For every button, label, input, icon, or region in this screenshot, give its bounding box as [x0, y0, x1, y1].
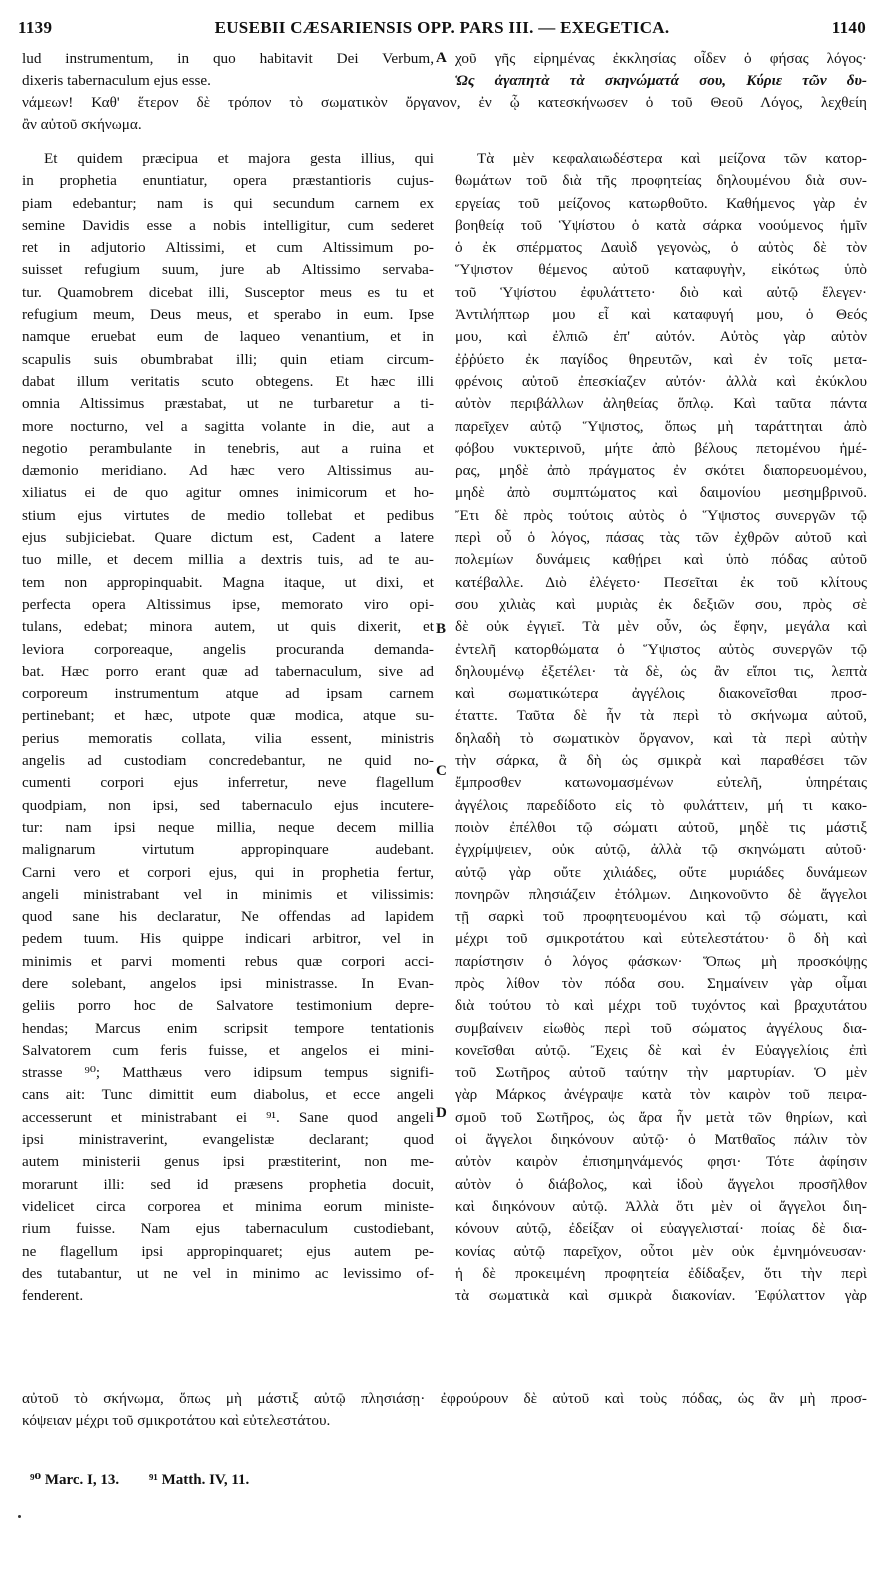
- text-line: hendas; Marcus enim scripsit tempore tentationis: [22, 1019, 434, 1037]
- text-line: stium ejus virtutes de medio tollebat et pedibus: [22, 506, 434, 524]
- text-line: θωμάτων τοῦ διὰ τῆς προφητείας δηλουμένου διὰ συν-: [455, 172, 867, 190]
- text-line: ὁ ἐκ σπέρματος Δαυὶδ γεγονὼς, ὁ αὐτὸς δὲ τὸν: [455, 239, 867, 257]
- text-line: αὐτὸν περιβάλλων ἀληθείας ὅπλῳ. Καὶ ταῦτα πάντα: [455, 395, 867, 413]
- text-line: αὐτοῦ τὸ σκήνωμα, ὅπως μὴ μάστιξ αὐτῷ πλησιάσῃ· ἐφρούρουν δὲ αὐτοῦ καὶ τοὺς πόδας, ὡς ἂν μὴ προσ-: [22, 1390, 867, 1407]
- latin-column: [22, 148, 434, 1307]
- text-line: πρὸς λίθον τὸν πόδα σου. Σημαίνειν γὰρ οἶμαι: [455, 974, 867, 992]
- text-line: τὰ σωματικὰ καὶ σμικρὰ διακονίαν. Ἐφύλαττον γὰρ: [455, 1287, 867, 1305]
- full-width-bottom: [22, 1388, 867, 1433]
- text-line: perius memoratis collata, vilia essent, ministris: [22, 729, 434, 747]
- text-line: angelis ad custodiam concredebantur, ne quid no-: [22, 752, 434, 770]
- text-line: τοῦ Σωτῆρος αὐτοῦ ταύτην τὴν μαρτυρίαν. Ὁ μὲν: [455, 1064, 867, 1082]
- text-line: cumenti corpori ejus inferretur, neve flagellum: [22, 774, 434, 792]
- text-line: αὐτῷ γὰρ οὔτε χιλιάδες, οὔτε μυριάδες δυνάμεων: [455, 863, 867, 881]
- text-line: φρένοις αὐτοῦ ἐπεσκίαζεν αὐτόν· ἀλλὰ καὶ ἐκύκλου: [455, 372, 867, 390]
- text-line: Ὕψιστον θέμενος αὐτοῦ καταφυγὴν, εἰκότως ὑπὸ: [455, 261, 867, 279]
- text-line: xiliatus ei de quo agitur omnes inimicorum et ho-: [22, 484, 434, 502]
- text-line: quod sane his declaratur, Ne offendas ad lapidem: [22, 908, 434, 926]
- text-line: corporeum instrumentum atque ad ipsam carnem: [22, 685, 434, 703]
- text-line: ἂν αὐτοῦ σκήνωμα.: [22, 116, 142, 134]
- text-line: pertinebant; et hæc, utpote quæ modica, atque su-: [22, 707, 434, 725]
- speck: [18, 1515, 21, 1518]
- text-line: πονηρῶν πλησιάζειν ἐτόλμων. Διηκονοῦντο δὲ ἄγγελοι: [455, 885, 867, 903]
- text-line: ρας, μηδὲ ἀπὸ πράγματος ἐν σκότει διαπορευομένου,: [455, 462, 867, 480]
- text-line: χοῦ γῆς εἰρημένας ἐκκλησίας οἶδεν ὁ φήσας λόγος·: [455, 50, 867, 67]
- text-line: fenderent.: [22, 1287, 84, 1305]
- text-line: autem ministerii genus ipsi præstiterint, non me-: [22, 1153, 434, 1171]
- text-line: μηδὲ ἀπὸ συμπτώματος καὶ δαιμονίου μεσημβρινοῦ.: [455, 484, 867, 502]
- text-line: refugium meum, Deus meus, et sperabo in eum. Ipse: [22, 306, 434, 324]
- latin-top: [22, 48, 434, 93]
- text-line: αὐτὸν καιρὸν ἐπισημηνάμενός φησι· Τότε ἀφίησιν: [455, 1153, 867, 1171]
- text-line: βοηθείᾳ τοῦ Ὑψίστου ὁ κατὰ σάρκα νοούμενος ἡμῖν: [455, 216, 867, 234]
- text-line: σου χιλιὰς καὶ μυριὰς ἐκ δεξιῶν σου, πρὸς σὲ: [455, 595, 867, 613]
- text-line: quodpiam, non ipsi, sed tabernaculo ejus incutere-: [22, 796, 434, 814]
- text-line: φόβου νυκτερινοῦ, μήτε ἀπὸ βέλους πετομένου ἡμέ-: [455, 439, 867, 457]
- text-line: minimis et parvi momenti rebus quæ corpori acci-: [22, 952, 434, 970]
- text-line: tem non appropinquabit. Magna itaque, ut dixi, et: [22, 573, 434, 591]
- text-line: tur. Quamobrem dicebat illi, Susceptor meus es tu et: [22, 283, 434, 301]
- text-line: accesserunt et ministrabant ei ⁹¹. Sane quod angeli: [22, 1108, 434, 1126]
- text-line: pedem tuum. His quippe indicari arbitror, vel in: [22, 930, 434, 948]
- greek-column: [455, 148, 867, 1307]
- text-line: ret in adjutorio Altissimi, et cum Altissimum po-: [22, 239, 434, 257]
- text-line: Carni vero et corpori ejus, qui in prophetia fertur,: [22, 863, 434, 881]
- text-line: νάμεων! Καθ' ἕτερον δὲ τρόπον τὸ σωματικὸν ὄργανον, ἐν ᾧ κατεσκήνωσεν ὁ τοῦ Θεοῦ Λόγος, λεχθείη: [22, 94, 867, 111]
- footnotes: [30, 1470, 249, 1489]
- text-line: ἐῤῥύετο ἐκ παγίδος θηρευτῶν, καὶ ἐν τοῖς μετα-: [455, 350, 867, 368]
- text-line: dixeris tabernaculum ejus esse.: [22, 72, 211, 90]
- text-line: dæmonio meridiano. Ad hæc vero Altissimus au-: [22, 462, 434, 480]
- text-line: in prophetia enuntiatur, opera præstantioris cujus-: [22, 172, 434, 190]
- page-number-left: 1139: [18, 18, 53, 37]
- text-line: ἐντελῆ κατορθώματα ὁ Ὕψιστος αὐτὸς συνεργῶν τῷ: [455, 640, 867, 658]
- text-line: οἱ ἄγγελοι διηκόνουν αὐτῷ· ὁ Ματθαῖος πάλιν τὸν: [455, 1131, 867, 1149]
- text-line: strasse ⁹⁰; Matthæus vero idipsum tempus signifi-: [22, 1064, 434, 1082]
- text-line: ipsi ministraverint, evangelistæ declarant; quod: [22, 1131, 434, 1149]
- text-line: δὲ οὐκ ἐγγιεῖ. Τὰ μὲν οὖν, ὡς ἔφην, μεγάλα καὶ: [455, 618, 867, 636]
- text-line: κόψειαν μέχρι τοῦ σμικροτάτου καὶ εὐτελεστάτου.: [22, 1412, 331, 1430]
- text-line: rium fuisse. Nam ejus tabernaculum custodiebant,: [22, 1220, 434, 1238]
- text-line: τῇ σαρκὶ τοῦ προφητευομένου καὶ τῷ σώματι, καὶ: [455, 908, 867, 926]
- text-line: μου, καὶ ἐλπιῶ ἐπ' αὐτόν. Αὐτὸς γὰρ αὐτὸν: [455, 328, 867, 346]
- full-width-top: [22, 92, 867, 137]
- text-line: videlicet circa corporea et minima eorum ministe-: [22, 1197, 434, 1215]
- text-line: δηλαδὴ τὸ σωματικὸν ὄργανον, καὶ τὰ περὶ αὐτὴν: [455, 729, 867, 747]
- text-line: tuo mille, et decem millia a dextris tuis, ad te au-: [22, 551, 434, 569]
- text-line: καὶ διηκόνουν αὐτῷ. Ἀλλὰ ὅτι μὲν οἱ ἄγγελοι διη-: [455, 1197, 867, 1215]
- text-line: ne flagellum ipsi appropinquaret; ejus autem pe-: [22, 1242, 434, 1260]
- text-line: tulans, edebat; minora autem, ut quis dixerit, et: [22, 618, 434, 636]
- text-line: κονίας αὐτῷ παρεῖχον, οὗτοι μὲν οὐκ ἐμνημόνευσαν·: [455, 1242, 867, 1260]
- text-line: perfecta opera Altissimus ipse, memorato viro opi-: [22, 595, 434, 613]
- text-line: γὰρ Μάρκος ἀνέγραψε κατὰ τὸν καιρὸν τοῦ πειρα-: [455, 1086, 867, 1104]
- text-line: leviora corporeaque, angelis procuranda demanda-: [22, 640, 434, 658]
- margin-letter-b: B: [436, 621, 447, 637]
- margin-letter-d: D: [436, 1105, 447, 1121]
- text-line: εργείας τοῦ μείζονος κατωρθοῦτο. Καθήμενος γὰρ ἐν: [455, 194, 867, 212]
- text-line: κόνουν αὐτῷ, ἐδείξαν οἱ εὐαγγελισταί· ποίας δὲ δια-: [455, 1220, 867, 1238]
- text-line: Ἀντιλήπτωρ μου εἶ καὶ καταφυγή μου, ὁ Θεός: [455, 306, 867, 324]
- text-line: malignarum virtutum appropinquare audebant.: [22, 841, 434, 859]
- margin-letter-a: A: [436, 50, 447, 66]
- text-line: τοῦ Ὑψίστου ἐφυλάττετο· διὸ καὶ αὐτῷ ἔλεγεν·: [455, 283, 867, 301]
- text-line: dabat illum veritatis scuto obtegens. Et hæc illi: [22, 372, 434, 390]
- text-line: cans ait: Tunc dimittit eum diabolus, et ecce angeli: [22, 1086, 434, 1104]
- text-line: more nocturno, vel a sagitta volante in die, aut a: [22, 417, 434, 435]
- text-line: ἐγχρίμψειεν, οὐκ αὐτῷ, ἀλλὰ τῷ σκηνώματι αὐτοῦ·: [455, 841, 867, 859]
- text-line: αὐτὸν ὁ διάβολος, καὶ ἰδοὺ ἄγγελοι προσῆλθον: [455, 1175, 867, 1193]
- text-line: ποιὸν ἐπέλθοι τῷ σώματι αὐτοῦ, μηδὲ τις μάστιξ: [455, 818, 867, 836]
- text-line: σμοῦ τοῦ Σωτῆρος, ὡς ἄρα ἦν μετὰ τῶν θηρίων, καὶ: [455, 1108, 867, 1126]
- text-line: διὰ τούτου τὸ καὶ μέχρι τοῦ τυχόντος καὶ βραχυτάτου: [455, 997, 867, 1015]
- text-line: καὶ σωματικώτερα ἀγγέλοις διακονεῖσθαι προσ-: [455, 685, 867, 703]
- page-number-right: 1140: [831, 18, 866, 37]
- footnote-90: ⁹⁰ Marc. I, 13.: [30, 1472, 120, 1488]
- text-line: ἀγγέλοις παρεδίδοτο εἰς τὸ φυλάττειν, μή τι κακο-: [455, 796, 867, 814]
- text-line: συμβαίνειν εἰωθὸς περὶ τοῦ σώματος ἀγγέλους δια-: [455, 1019, 867, 1037]
- text-line: ejus subjiciebat. Quare dictum est, Cadent a latere: [22, 529, 434, 547]
- greek-top: [455, 48, 867, 93]
- text-line: Ὡς ἀγαπητὰ τὰ σκηνώματά σου, Κύριε τῶν δυ-: [455, 72, 867, 90]
- text-line: ἔμπροσθεν κατωνομασμένων εὐτελῆ, ὑπηρέταις: [455, 774, 867, 792]
- text-line: geliis porro hoc de Salvatore testimonium depre-: [22, 997, 434, 1015]
- text-line: angeli ministrabant vel in minimis et vilissimis:: [22, 885, 434, 903]
- text-line: namque eruebat eum de laqueo venantium, et in: [22, 328, 434, 346]
- text-line: semine Davidis esse a nobis intelligitur, cum sederet: [22, 216, 434, 234]
- text-line: piam edebantur; nam is qui secundum carnem ex: [22, 194, 434, 212]
- text-line: negotio perambulante in tenebris, aut a ruina et: [22, 439, 434, 457]
- running-header: [18, 18, 866, 40]
- text-line: πολεμίων δυνάμεις καθῄρει καὶ ὑπὸ πόδας αὐτοῦ: [455, 551, 867, 569]
- text-line: morarunt illi: sed id præsens prophetia docuit,: [22, 1175, 434, 1193]
- text-line: Salvatorem cum feris fuisse, et angelos ei mini-: [22, 1041, 434, 1059]
- text-line: ἡ δὲ προκειμένη προφητεία ἐδίδαξεν, ὅτι τὴν περὶ: [455, 1264, 867, 1282]
- text-line: omnia Altissimus præstabat, ut ne turbaretur a ti-: [22, 395, 434, 413]
- text-line: δηλουμένῳ ἐξετέλει· τὰ δὲ, ὡς ἂν εἴποι τις, λεπτὰ: [455, 662, 867, 680]
- text-line: lud instrumentum, in quo habitavit Dei Verbum,: [22, 50, 434, 67]
- text-line: κατέβαλλε. Διὸ ἐλέγετο· Πεσεῖται ἐκ τοῦ κλίτους: [455, 573, 867, 591]
- text-line: τὴν σάρκα, ἃ δὴ ὡς σμικρὰ καὶ παραθέσει τῶν: [455, 752, 867, 770]
- text-line: παρεῖχεν αὐτῷ Ὕψιστος, ὅπως μὴ ταράττηται ἀπὸ: [455, 417, 867, 435]
- text-line: des tutabantur, ut ne vel in minimo ac levissimo of-: [22, 1264, 434, 1282]
- text-line: dere solebant, angelos ipsi ministrasse. In Evan-: [22, 974, 434, 992]
- text-line: bat. Hæc porro erant quæ ad tabernaculum, sive ad: [22, 662, 434, 680]
- running-title: EUSEBII CÆSARIENSIS OPP. PARS III. — EXEGETICA.: [214, 18, 670, 37]
- text-line: suisset refugium suum, jure ab Altissimo servaba-: [22, 261, 434, 279]
- footnote-91: ⁹¹ Matth. IV, 11.: [148, 1472, 250, 1488]
- text-line: scapulis suis obumbrabat illi; quin etiam circum-: [22, 350, 434, 368]
- text-line: Et quidem præcipua et majora gesta illius, qui: [44, 150, 434, 167]
- text-line: Ἔτι δὲ πρὸς τούτοις αὐτὸς ὁ Ὕψιστος συνεργῶν τῷ: [455, 506, 867, 524]
- text-line: tur: nam ipsi neque millia, neque decem millia: [22, 818, 434, 836]
- text-line: μέχρι τοῦ σμικροτάτου καὶ εὐτελεστάτου· ὃ δὴ καὶ: [455, 930, 867, 948]
- text-line: κονεῖσθαι αὐτῷ. Ἔχεις δὲ καὶ ἐν Εὐαγγελίοις ἐπὶ: [455, 1041, 867, 1059]
- text-line: έταττε. Ταῦτα δὲ ἦν τὰ περὶ τὸ σκήνωμα αὐτοῦ,: [455, 707, 867, 725]
- text-line: παρίστησιν ὁ λόγος φάσκων· Ὅπως μὴ προσκόψῃς: [455, 952, 867, 970]
- text-line: Τὰ μὲν κεφαλαιωδέστερα καὶ μείζονα τῶν κατορ-: [477, 150, 867, 167]
- text-line: περὶ οὗ ὁ λόγος, πάσας τὰς τῶν ἐχθρῶν αὐτοῦ καὶ: [455, 529, 867, 547]
- margin-letter-c: C: [436, 763, 447, 779]
